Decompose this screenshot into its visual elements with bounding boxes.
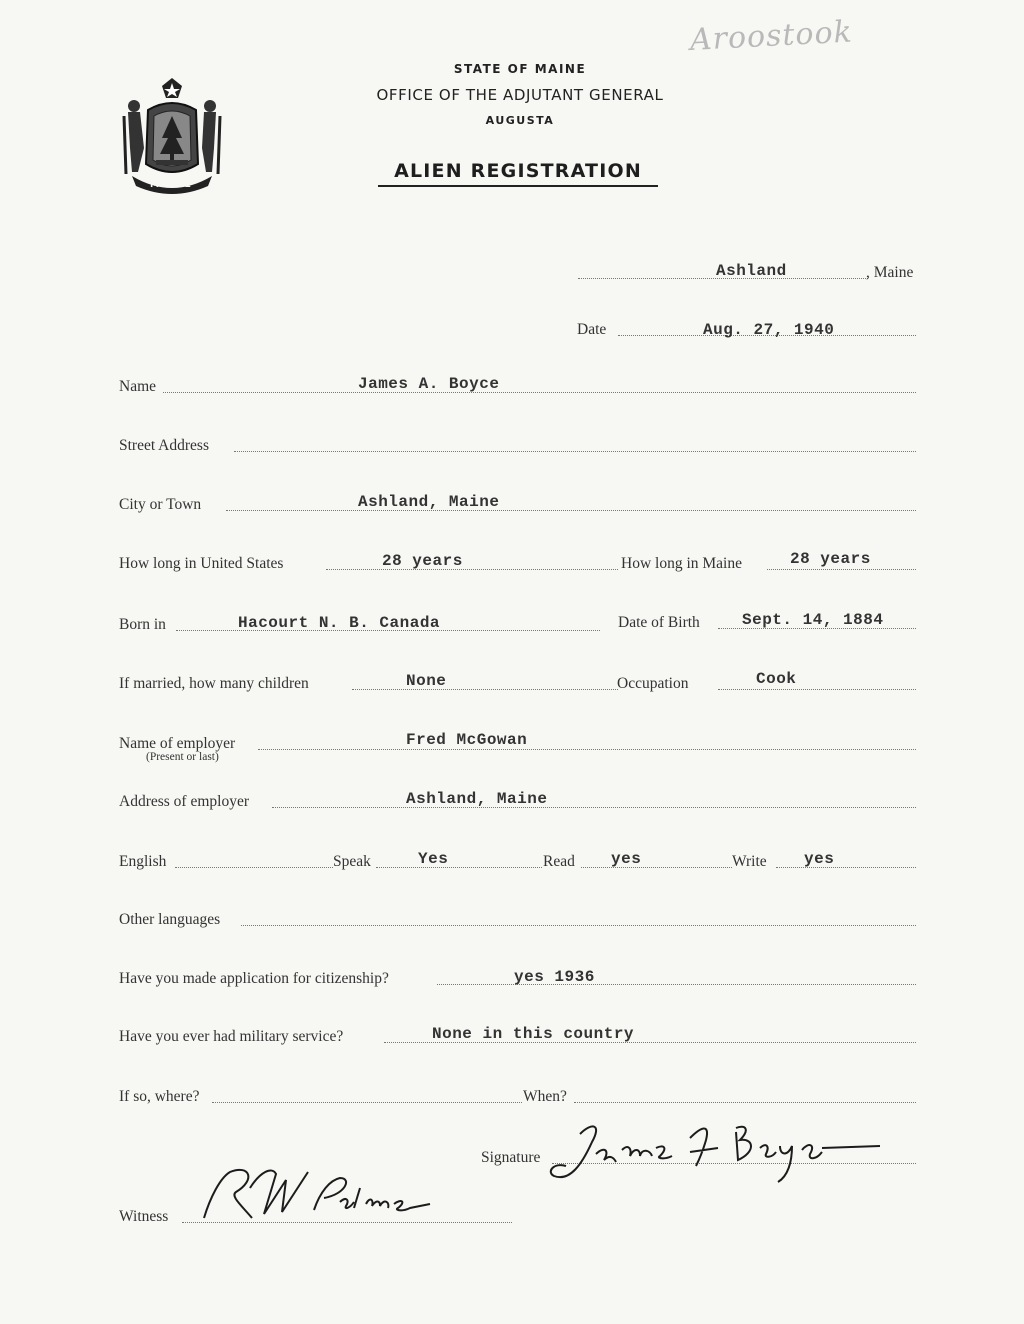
name-value: James A. Boyce (358, 375, 500, 393)
other-languages-line (241, 925, 916, 926)
name-line (163, 392, 916, 393)
write-line (776, 867, 916, 868)
street-address-label: Street Address (119, 437, 209, 454)
how-long-us-line (326, 569, 618, 570)
header-state: STATE OF MAINE (453, 62, 587, 76)
name-label: Name (119, 378, 157, 395)
employer-address-value: Ashland, Maine (406, 790, 548, 808)
read-value: yes (611, 850, 642, 868)
speak-value: Yes (418, 850, 449, 868)
born-in-label: Born in (119, 616, 166, 633)
how-long-us-label: How long in United States (119, 555, 284, 572)
date-label: Date (577, 321, 607, 338)
occupation-line (718, 689, 916, 690)
witness-label: Witness (119, 1208, 169, 1225)
signature-label: Signature (481, 1149, 541, 1166)
city-or-town-value: Ashland, Maine (358, 493, 500, 511)
header-office: OFFICE OF THE ADJUTANT GENERAL (376, 86, 664, 104)
city-or-town-label: City or Town (119, 496, 202, 513)
read-label: Read (543, 853, 575, 870)
corner-pencil-note: Aroostook (689, 14, 854, 58)
citizenship-label: Have you made application for citizenship? (119, 970, 389, 987)
occupation-label: Occupation (617, 675, 689, 692)
children-value: None (406, 672, 447, 690)
employer-address-label: Address of employer (119, 793, 249, 810)
witness-signature (190, 1158, 440, 1238)
date-of-birth-label: Date of Birth (618, 614, 700, 631)
employer-label: Name of employer (119, 735, 236, 752)
citizenship-value: yes 1936 (514, 968, 595, 986)
place-suffix: , Maine (866, 264, 914, 281)
children-label: If married, how many children (119, 675, 309, 692)
when-label: When? (523, 1088, 567, 1105)
write-value: yes (804, 850, 835, 868)
speak-label: Speak (333, 853, 371, 870)
military-label: Have you ever had military service? (119, 1028, 344, 1045)
date-value: Aug. 27, 1940 (703, 321, 835, 339)
english-line (175, 867, 333, 868)
how-long-maine-line (767, 569, 916, 570)
children-line (352, 689, 618, 690)
where-label: If so, where? (119, 1088, 200, 1105)
date-of-birth-value: Sept. 14, 1884 (742, 611, 884, 629)
header-city: AUGUSTA (485, 114, 555, 127)
applicant-signature (540, 1112, 890, 1192)
how-long-maine-value: 28 years (790, 550, 871, 568)
write-label: Write (732, 853, 767, 870)
military-value: None in this country (432, 1025, 635, 1043)
how-long-us-value: 28 years (382, 552, 463, 570)
street-address-line (234, 451, 916, 452)
employer-address-line (272, 807, 916, 808)
speak-line (376, 867, 542, 868)
city-or-town-line (226, 510, 916, 511)
citizenship-line (437, 984, 916, 985)
other-languages-label: Other languages (119, 911, 221, 928)
born-in-value: Hacourt N. B. Canada (238, 614, 441, 632)
where-line (212, 1102, 522, 1103)
employer-line (258, 749, 916, 750)
read-line (581, 867, 732, 868)
place-value: Ashland (716, 262, 787, 280)
how-long-maine-label: How long in Maine (621, 555, 742, 572)
occupation-value: Cook (756, 670, 797, 688)
seal-banner-text: MAINE (150, 180, 193, 190)
employer-value: Fred McGowan (406, 731, 528, 749)
employer-sublabel: (Present or last) (146, 751, 219, 763)
english-label: English (119, 853, 167, 870)
form-title: ALIEN REGISTRATION (378, 160, 658, 187)
when-line (574, 1102, 916, 1103)
